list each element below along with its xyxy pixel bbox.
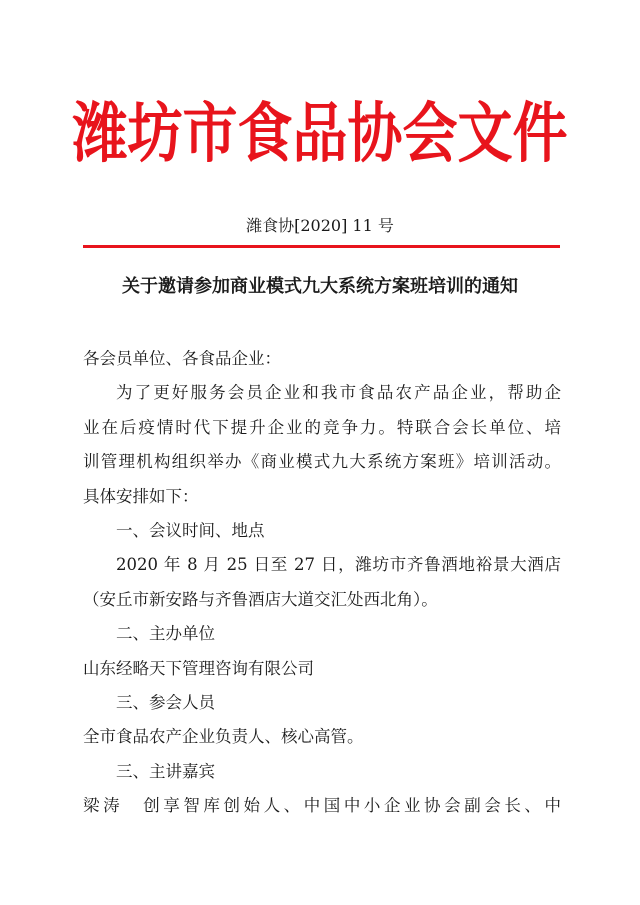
section-text: 全市食品农产企业负责人、核心高管。 bbox=[83, 727, 364, 747]
paragraph-line: 具体安排如下： bbox=[83, 486, 199, 506]
document-number: 潍食协[2020] 11 号 bbox=[246, 216, 394, 235]
salutation: 各会员单位、各食品企业： bbox=[83, 349, 281, 368]
section-heading-time-place: 一、会议时间、地点 bbox=[116, 520, 265, 540]
document-subject: 关于邀请参加商业模式九大系统方案班培训的通知 bbox=[122, 276, 518, 297]
section-heading-organizer: 二、主办单位 bbox=[116, 624, 215, 644]
paragraph-line: 为了更好服务会员企业和我市食品农产品企业，帮助企 bbox=[116, 383, 561, 403]
section-text: 山东经略天下管理咨询有限公司 bbox=[83, 658, 314, 678]
document-body bbox=[83, 342, 561, 823]
red-divider-rule bbox=[83, 245, 560, 248]
section-heading-speakers: 三、主讲嘉宾 bbox=[116, 761, 215, 781]
section-heading-attendees: 三、参会人员 bbox=[116, 692, 215, 712]
section-text: （安丘市新安路与齐鲁酒店大道交汇处西北角）。 bbox=[83, 589, 438, 609]
paragraph-line: 训管理机构组织举办《商业模式九大系统方案班》培训活动。 bbox=[83, 452, 561, 472]
document-header-title: 潍坊市食品协会文件 bbox=[72, 95, 568, 172]
paragraph-line: 业在后疫情时代下提升企业的竞争力。特联合会长单位、培 bbox=[83, 417, 561, 437]
section-text: 2020 年 8 月 25 日至 27 日，潍坊市齐鲁酒地裕景大酒店 bbox=[116, 555, 561, 575]
section-text: 梁涛 创享智库创始人、中国中小企业协会副会长、中 bbox=[83, 796, 561, 816]
